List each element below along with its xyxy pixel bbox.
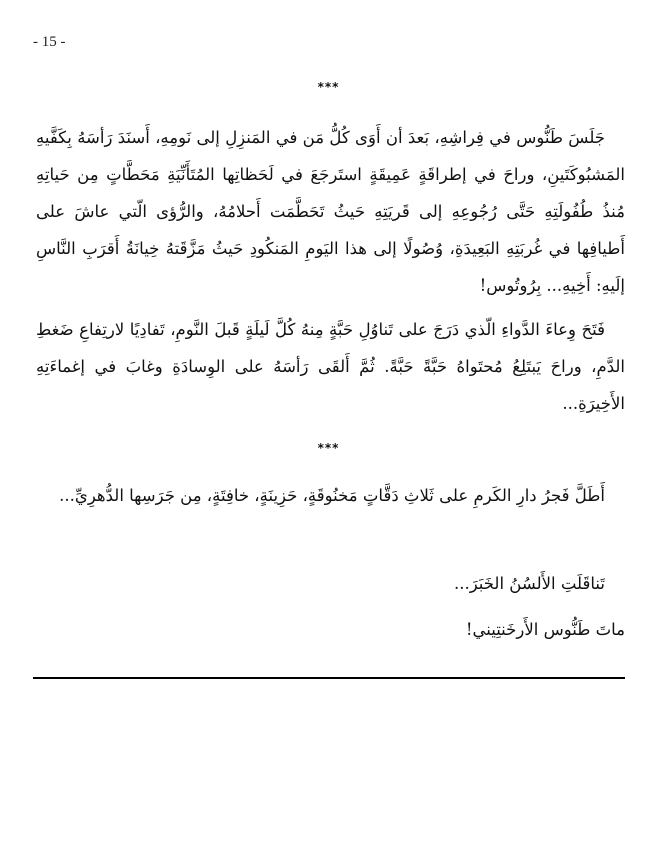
section-separator: *** xyxy=(317,441,340,455)
paragraph-3: أَطَلَّ فَجرُ دارِ الكَرمِ على ثَلاثِ دَقَّاتٍ مَخنُوقَةٍ، حَزِينَةٍ، خافِتَةٍ، مِن جَرَسِها الدُّهرِيِّ... xyxy=(59,486,605,505)
page-number: - 15 - xyxy=(33,34,66,50)
bottom-rule xyxy=(33,677,625,679)
paragraph-4: تَناقَلَتِ الأَلسُنُ الخَبَرَ... xyxy=(453,574,605,593)
paragraph-5: ماتَ طَنُّوس الأَرخَنتِيني! xyxy=(465,620,625,639)
section-separator: *** xyxy=(317,80,340,94)
paragraph-2: فَتَحَ وِعاءَ الدَّواءِ الّذي دَرَجَ على تَناوُلِ حَبَّةٍ مِنهُ كُلَّ لَيلَةٍ قَبلَ النَّومِ، تَفادِيًا لارتِفاعِ ضَغطِ الدَّمِ، وراحَ يَبتَلِعُ مُحتَواهُ حَبَّةً حَبَّةً. ثُمَّ أَلقَى رَأسَهُ على الوِسادَةِ وغابَ في إغماءَتِهِ الأَخِيرَةِ... xyxy=(36,320,625,413)
paragraph-1: جَلَسَ طَنُّوس في فِراشِهِ، بَعدَ أن أَوَى كُلُّ مَن في المَنزِلِ إلى نَومِهِ، أَسنَدَ رَأسَهُ بِكَفَّيهِ المَشبُوكَتَينِ، وراحَ في إطراقَةٍ عَمِيقَةٍ استَرجَعَ في لَحَظاتِها المُتَأَنِّيَةِ مَحَطَّاتٍ مِن حَياتِهِ مُنذُ طُفُولَتِهِ حَتَّى رُجُوعِهِ إلى قَريَتِهِ حَيثُ تَحَطَّمَت أَحلامُهُ، والرُّؤى الّتي عاشَ على أَطيافِها في غُربَتِهِ البَعِيدَةِ، وُصُولًا إلى هذا اليَومِ المَنكُودِ حَيثُ مَزَّقَتهُ خِيانَةُ أَقرَبِ النَّاسِ إلَيهِ: أَخِيهِ... بِرُوتُوس! xyxy=(36,128,625,295)
